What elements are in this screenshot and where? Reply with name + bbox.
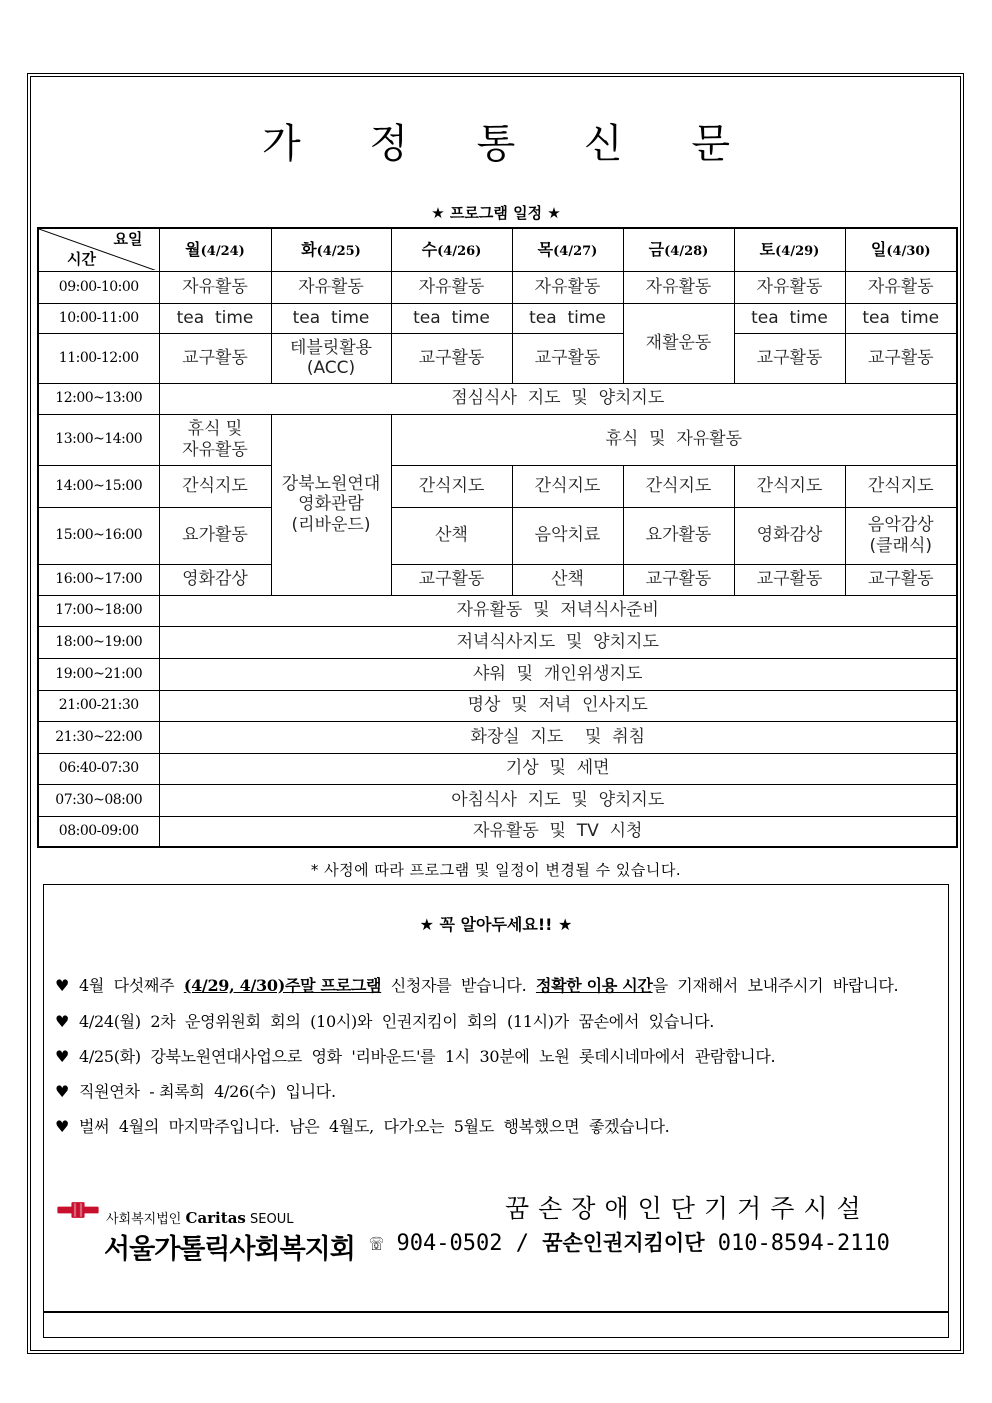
activity-span-cell: 기상 및 세면 (159, 753, 957, 784)
table-row (38, 721, 957, 753)
day-name: 월 (185, 239, 201, 259)
caritas-logo-icon (48, 1180, 108, 1240)
activity-cell: 교구활동 (159, 333, 271, 383)
contact-line (370, 1227, 890, 1257)
header-row (38, 228, 957, 271)
time-cell: 06:40-07:30 (38, 753, 159, 784)
table-row (38, 303, 957, 333)
day-date: (4/27) (553, 243, 598, 259)
time-cell: 16:00~17:00 (38, 564, 159, 595)
phone-icon: ☏ (370, 1231, 384, 1256)
time-cell: 21:00-21:30 (38, 690, 159, 721)
activity-cell: 교구활동 (845, 333, 957, 383)
activity-cell: tea time (159, 303, 271, 333)
table-row (38, 816, 957, 847)
table-row (38, 753, 957, 784)
activity-cell: 간식지도 (391, 465, 512, 507)
notice-text: 을 기재해서 보내주시기 바랍니다. (652, 976, 899, 995)
activity-cell: 간식지도 (512, 465, 623, 507)
activity-span-cell: 화장실 지도 및 취침 (159, 721, 957, 753)
day-name: 목 (537, 239, 554, 259)
activity-cell: 요가활동 (623, 507, 734, 564)
heart-icon: ♥ (55, 1082, 70, 1101)
facility-phone: 904-0502 / (396, 1231, 543, 1256)
logo-brand-suffix: SEOUL (250, 1212, 294, 1227)
logo-brand: Caritas (185, 1209, 246, 1227)
page-title: 가 정 통 신 문 (261, 121, 759, 167)
day-name: 금 (648, 239, 665, 259)
activity-cell: tea time (391, 303, 512, 333)
activity-span-cell: 샤워 및 개인위생지도 (159, 658, 957, 690)
activity-cell-outing: 강북노원연대 영화관람 (리바운드) (271, 414, 391, 595)
day-date: (4/30) (886, 243, 931, 259)
time-cell: 10:00-11:00 (38, 303, 159, 333)
activity-cell: 자유활동 (845, 271, 957, 303)
activity-cell: 간식지도 (845, 465, 957, 507)
time-cell: 17:00~18:00 (38, 595, 159, 626)
activity-span-cell: 휴식 및 자유활동 (391, 414, 957, 465)
schedule-heading: ★ 프로그램 일정 ★ (431, 204, 561, 222)
logo-subtitle (106, 1208, 293, 1227)
corner-day-label: 요일 (113, 230, 143, 249)
day-header-sun (845, 228, 957, 271)
notice-heading: ★ 꼭 알아두세요!! ★ (419, 915, 573, 934)
activity-cell: 영화감상 (159, 564, 271, 595)
schedule-note: * 사정에 따라 프로그램 및 일정이 변경될 수 있습니다. (310, 861, 682, 879)
notice-item (55, 1009, 945, 1032)
day-date: (4/29) (775, 243, 820, 259)
activity-cell: tea time (512, 303, 623, 333)
time-cell: 08:00-09:00 (38, 816, 159, 847)
day-header-fri (623, 228, 734, 271)
activity-cell: 음악감상 (클래식) (845, 507, 957, 564)
activity-cell: 교구활동 (512, 333, 623, 383)
day-header-sat (734, 228, 845, 271)
activity-cell: 산책 (391, 507, 512, 564)
activity-cell: 교구활동 (734, 564, 845, 595)
activity-cell: tea time (271, 303, 391, 333)
activity-cell: 간식지도 (734, 465, 845, 507)
activity-cell: 교구활동 (734, 333, 845, 383)
time-cell: 15:00~16:00 (38, 507, 159, 564)
activity-cell: 요가활동 (159, 507, 271, 564)
contact-label: 꿈손인권지킴이단 (542, 1231, 705, 1255)
activity-span-cell: 아침식사 지도 및 양치지도 (159, 784, 957, 816)
table-row (38, 333, 957, 383)
notice-text: 4월 다섯째주 (79, 976, 184, 995)
day-header-tue (271, 228, 391, 271)
activity-cell: 영화감상 (734, 507, 845, 564)
activity-span-cell: 점심식사 지도 및 양치지도 (159, 383, 957, 414)
facility-name: 꿈손장애인단기거주시설 (505, 1194, 870, 1223)
activity-cell: 자유활동 (271, 271, 391, 303)
activity-cell: tea time (734, 303, 845, 333)
day-name: 일 (870, 239, 887, 259)
notice-text: 4/25(화) 강북노원연대사업으로 영화 '리바운드'를 1시 30분에 노원 롯데시네마에서 관람합니다. (79, 1047, 776, 1066)
activity-cell: 휴식 및 자유활동 (159, 414, 271, 465)
activity-cell: 테블릿활용 (ACC) (271, 333, 391, 383)
day-date: (4/28) (664, 243, 709, 259)
time-cell: 07:30~08:00 (38, 784, 159, 816)
time-cell: 12:00~13:00 (38, 383, 159, 414)
activity-cell: 교구활동 (391, 564, 512, 595)
notice-text: 벌써 4월의 마지막주입니다. 남은 4월도, 다가오는 5월도 행복했으면 좋겠습니다. (79, 1117, 670, 1136)
table-row (38, 507, 957, 564)
table-row (38, 271, 957, 303)
activity-span-cell: 저녁식사지도 및 양치지도 (159, 626, 957, 658)
corner-cell (38, 228, 159, 271)
table-row (38, 658, 957, 690)
time-cell: 09:00-10:00 (38, 271, 159, 303)
logo-org-name: 서울가톨릭사회복지회 (104, 1234, 355, 1265)
heart-icon: ♥ (55, 976, 70, 995)
activity-cell: 자유활동 (159, 271, 271, 303)
heart-icon: ♥ (55, 1047, 70, 1066)
activity-cell: tea time (845, 303, 957, 333)
logo-prefix: 사회복지법인 (106, 1212, 182, 1227)
table-row (38, 595, 957, 626)
notice-text-emphasis: (4/29, 4/30)주말 프로그램 (183, 976, 382, 995)
notice-item (55, 1044, 945, 1067)
activity-cell: 재활운동 (623, 303, 734, 383)
notice-text-emphasis: 정확한 이용 시간 (535, 976, 653, 995)
activity-span-cell: 자유활동 및 TV 시청 (159, 816, 957, 847)
notice-item (55, 1079, 945, 1102)
day-date: (4/26) (437, 243, 482, 259)
table-row (38, 414, 957, 465)
table-row (38, 784, 957, 816)
activity-cell: 교구활동 (391, 333, 512, 383)
day-header-mon (159, 228, 271, 271)
time-cell: 13:00~14:00 (38, 414, 159, 465)
time-cell: 18:00~19:00 (38, 626, 159, 658)
day-date: (4/24) (200, 243, 245, 259)
time-cell: 19:00~21:00 (38, 658, 159, 690)
activity-cell: 자유활동 (734, 271, 845, 303)
schedule-table (37, 227, 958, 848)
activity-cell: 간식지도 (623, 465, 734, 507)
table-row (38, 383, 957, 414)
activity-cell: 자유활동 (623, 271, 734, 303)
activity-cell: 산책 (512, 564, 623, 595)
table-row (38, 626, 957, 658)
activity-cell: 교구활동 (845, 564, 957, 595)
activity-cell: 간식지도 (159, 465, 271, 507)
notice-text: 직원연차 - 최록희 4/26(수) 입니다. (79, 1082, 336, 1101)
day-name: 수 (421, 239, 438, 259)
activity-span-cell: 자유활동 및 저녁식사준비 (159, 595, 957, 626)
notice-footer-strip (43, 1312, 949, 1338)
activity-cell: 음악치료 (512, 507, 623, 564)
activity-cell: 교구활동 (623, 564, 734, 595)
day-name: 화 (301, 239, 317, 259)
heart-icon: ♥ (55, 1012, 70, 1031)
time-cell: 11:00-12:00 (38, 333, 159, 383)
day-name: 토 (759, 239, 776, 259)
notice-item (55, 1114, 945, 1137)
time-cell: 14:00~15:00 (38, 465, 159, 507)
notice-item (55, 973, 945, 996)
notice-text: 4/24(월) 2차 운영위원회 회의 (10시)와 인권지킴이 회의 (11시)가 꿈손에서 있습니다. (79, 1012, 715, 1031)
activity-span-cell: 명상 및 저녁 인사지도 (159, 690, 957, 721)
day-date: (4/25) (316, 243, 361, 259)
time-cell: 21:30~22:00 (38, 721, 159, 753)
activity-cell: 자유활동 (391, 271, 512, 303)
day-header-wed (391, 228, 512, 271)
notice-text: 신청자를 받습니다. (381, 976, 536, 995)
table-row (38, 564, 957, 595)
activity-cell: 자유활동 (512, 271, 623, 303)
table-row (38, 465, 957, 507)
table-row (38, 690, 957, 721)
corner-time-label: 시간 (67, 250, 96, 269)
contact-phone: 010-8594-2110 (704, 1231, 890, 1256)
heart-icon: ♥ (55, 1117, 70, 1136)
day-header-thu (512, 228, 623, 271)
